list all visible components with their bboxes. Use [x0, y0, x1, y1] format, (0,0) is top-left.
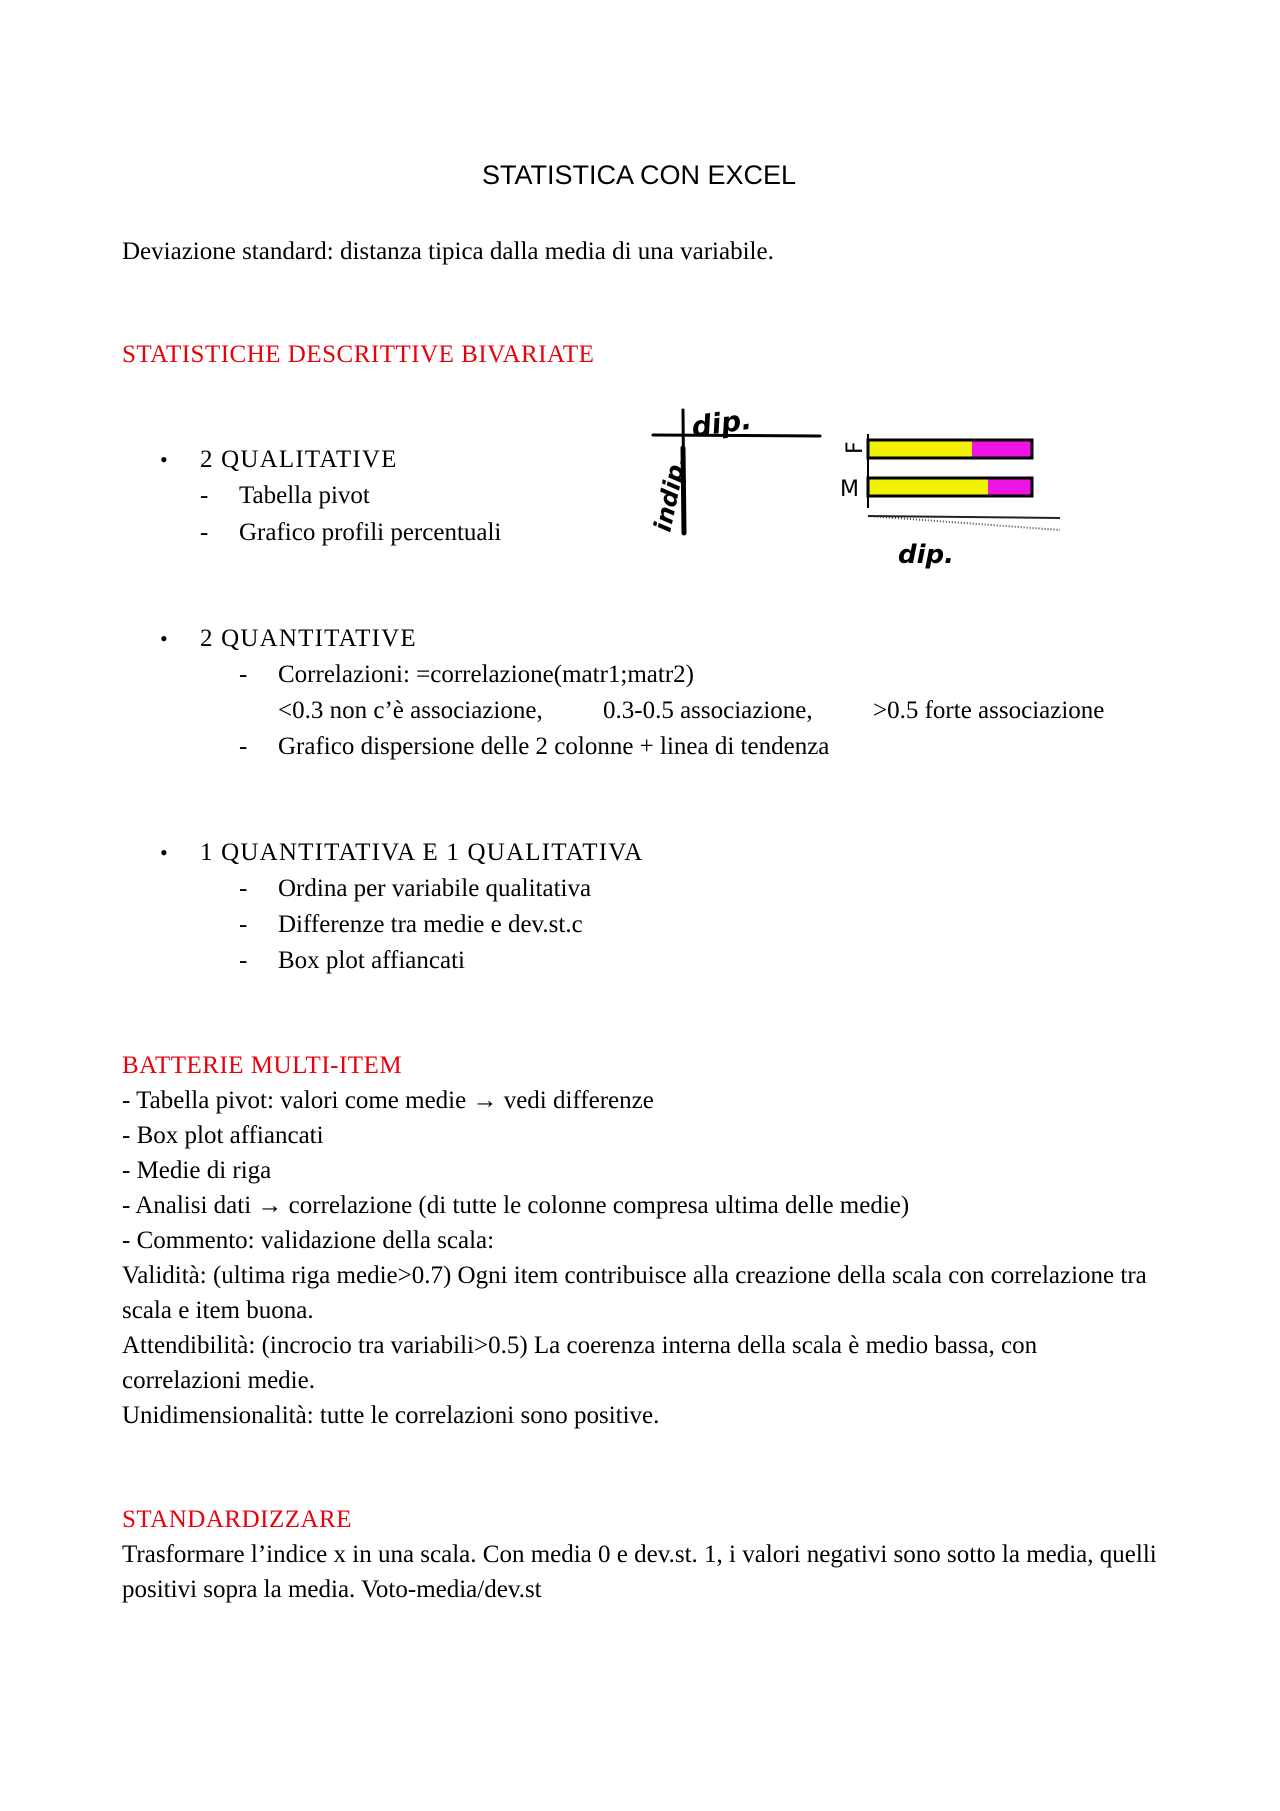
section-standardize [122, 1502, 1162, 1607]
attendibilita-paragraph: Attendibilità: (incrocio tra variabili>0.5) La coerenza interna della scala è medio bassa, con correlazioni medie. [122, 1332, 1038, 1394]
sketch-row-label-m: M [840, 477, 859, 502]
bar-m-magenta [988, 477, 1032, 497]
dash: - [200, 519, 209, 546]
sketch-bar-chart [868, 434, 1060, 530]
bullet-quantitative: • [160, 626, 168, 651]
list-item: Grafico profili percentuali [239, 519, 502, 546]
sketch-label-dip-bottom: dip. [898, 540, 955, 570]
sketch-row-label-f: F [843, 441, 868, 454]
section-heading-standardize: STANDARDIZZARE [122, 1506, 352, 1533]
section-heading-bivariate: STATISTICHE DESCRITTIVE BIVARIATE [122, 341, 595, 368]
multi-item-line: - Commento: validazione della scala: [122, 1227, 495, 1254]
list-item: Correlazioni: =correlazione(matr1;matr2) [278, 661, 694, 688]
sketch-label-dip-top: dip. [689, 402, 754, 444]
section-multi-item [122, 1048, 1162, 1433]
threshold-mid: 0.3-0.5 associazione, [603, 697, 813, 724]
multi-item-line: - Analisi dati → correlazione (di tutte le colonne compresa ultima delle medie) [122, 1192, 910, 1219]
list-item: Grafico dispersione delle 2 colonne + linea di tendenza [278, 733, 830, 760]
hand-drawn-chart-sketch [640, 398, 1070, 588]
dash: - [239, 733, 248, 760]
list-item: Ordina per variabile qualitativa [278, 875, 592, 902]
page-title: STATISTICA CON EXCEL [482, 160, 797, 190]
list-label-quantitative: 2 QUANTITATIVE [200, 625, 417, 652]
validita-paragraph: Validità: (ultima riga medie>0.7) Ogni item contribuisce alla creazione della scala con correlazione tra scala e item buona. [122, 1262, 1147, 1324]
standardize-paragraph: Trasformare l’indice x in una scala. Con media 0 e dev.st. 1, i valori negativi sono sotto la media, quelli positivi sopra la media. Voto-media/dev.st [122, 1541, 1157, 1603]
bar-f-yellow [868, 440, 986, 458]
multi-item-line: - Tabella pivot: valori come medie → vedi differenze [122, 1087, 654, 1114]
list-item: Tabella pivot [239, 482, 370, 509]
dash: - [239, 875, 248, 902]
threshold-low: <0.3 non c’è associazione, [278, 697, 543, 724]
threshold-high: >0.5 forte associazione [873, 697, 1105, 724]
intro-paragraph: Deviazione standard: distanza tipica dalla media di una variabile. [122, 238, 774, 265]
dash: - [239, 911, 248, 938]
list-item: Differenze tra medie e dev.st.c [278, 911, 583, 938]
unidimensionalita-paragraph: Unidimensionalità: tutte le correlazioni sono positive. [122, 1402, 660, 1429]
bar-f-magenta [972, 439, 1032, 459]
list-label-mixed: 1 QUANTITATIVA E 1 QUALITATIVA [200, 839, 644, 866]
dash: - [200, 482, 209, 509]
bullet-qualitative: • [160, 447, 168, 472]
bar-m-yellow [868, 478, 993, 496]
dash: - [239, 947, 248, 974]
bullet-mixed: • [160, 840, 168, 865]
sketch-label-indip: indip. [648, 453, 692, 535]
dash: - [239, 661, 248, 688]
list-item: Box plot affiancati [278, 947, 465, 974]
multi-item-line: - Box plot affiancati [122, 1122, 324, 1149]
multi-item-line: - Medie di riga [122, 1157, 272, 1184]
section-heading-multi-item: BATTERIE MULTI-ITEM [122, 1052, 403, 1079]
list-label-qualitative: 2 QUALITATIVE [200, 446, 398, 473]
